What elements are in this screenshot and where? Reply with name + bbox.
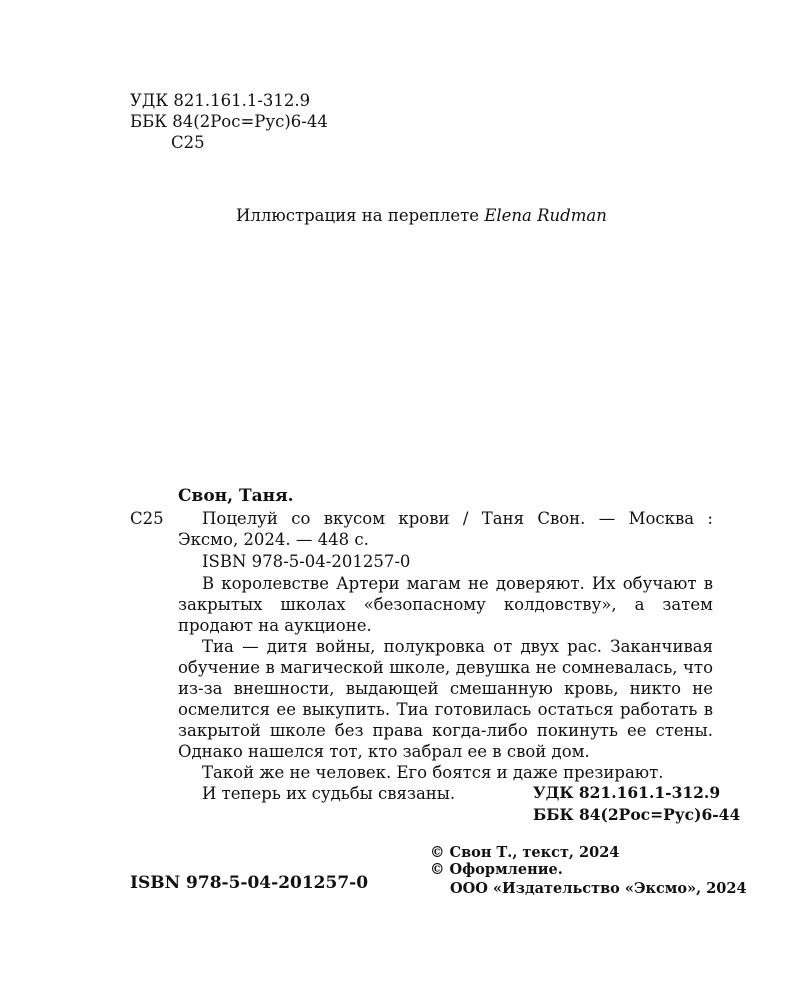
annotation-paragraph: В королевстве Артери магам не доверяют. Их обучают в закрытых школах «безопасному колдовству», а затем продают на аукционе.: [178, 574, 713, 635]
record-title-line2: Эксмо, 2024. — 448 с.: [178, 530, 369, 549]
publisher-copyright: ООО «Издательство «Эксмо», 2024: [450, 880, 747, 897]
annotation-paragraph: И теперь их судьбы связаны.: [202, 784, 456, 803]
bbk-code: ББК 84(2Рос=Рус)6-44: [130, 112, 328, 131]
bbk-code-bold: ББК 84(2Рос=Рус)6-44: [533, 805, 741, 824]
copyright-text: © Свон Т., текст, 2024: [430, 844, 620, 861]
udk-code: УДК 821.161.1-312.9: [130, 91, 311, 110]
footer-isbn: ISBN 978-5-04-201257-0: [130, 873, 369, 893]
annotation: [178, 573, 713, 804]
copyright-design: © Оформление.: [430, 861, 563, 878]
udk-code-bold: УДК 821.161.1-312.9: [533, 783, 721, 802]
codes-right: [533, 782, 740, 826]
author-mark: С25: [171, 133, 205, 152]
copyright-block: [430, 844, 747, 897]
annotation-paragraph: Тиа — дитя войны, полукровка от двух рас. Заканчивая обучение в магической школе, девушка не сомневалась, что из-за внешности, выдающей смешанную кровь, никто не осмелится ее выкупить. Тиа готовилась остаться работать в закрытой школе без права когда-либо покинуть ее стены. Однако нашелся тот, кто забрал ее в свой дом.: [178, 637, 713, 761]
illustration-label: Иллюстрация на переплете: [236, 206, 480, 225]
illustration-artist: Elena Rudman: [484, 206, 607, 225]
record-title-line1: Поцелуй со вкусом крови / Таня Свон. — Москва :: [202, 509, 713, 528]
annotation-paragraph: Такой же не человек. Его боятся и даже презирают.: [202, 763, 664, 782]
record-isbn: ISBN 978-5-04-201257-0: [202, 552, 411, 571]
record-mark: С25: [130, 509, 164, 528]
record-author: Свон, Таня.: [178, 486, 294, 506]
illustration-credit: [236, 205, 607, 226]
